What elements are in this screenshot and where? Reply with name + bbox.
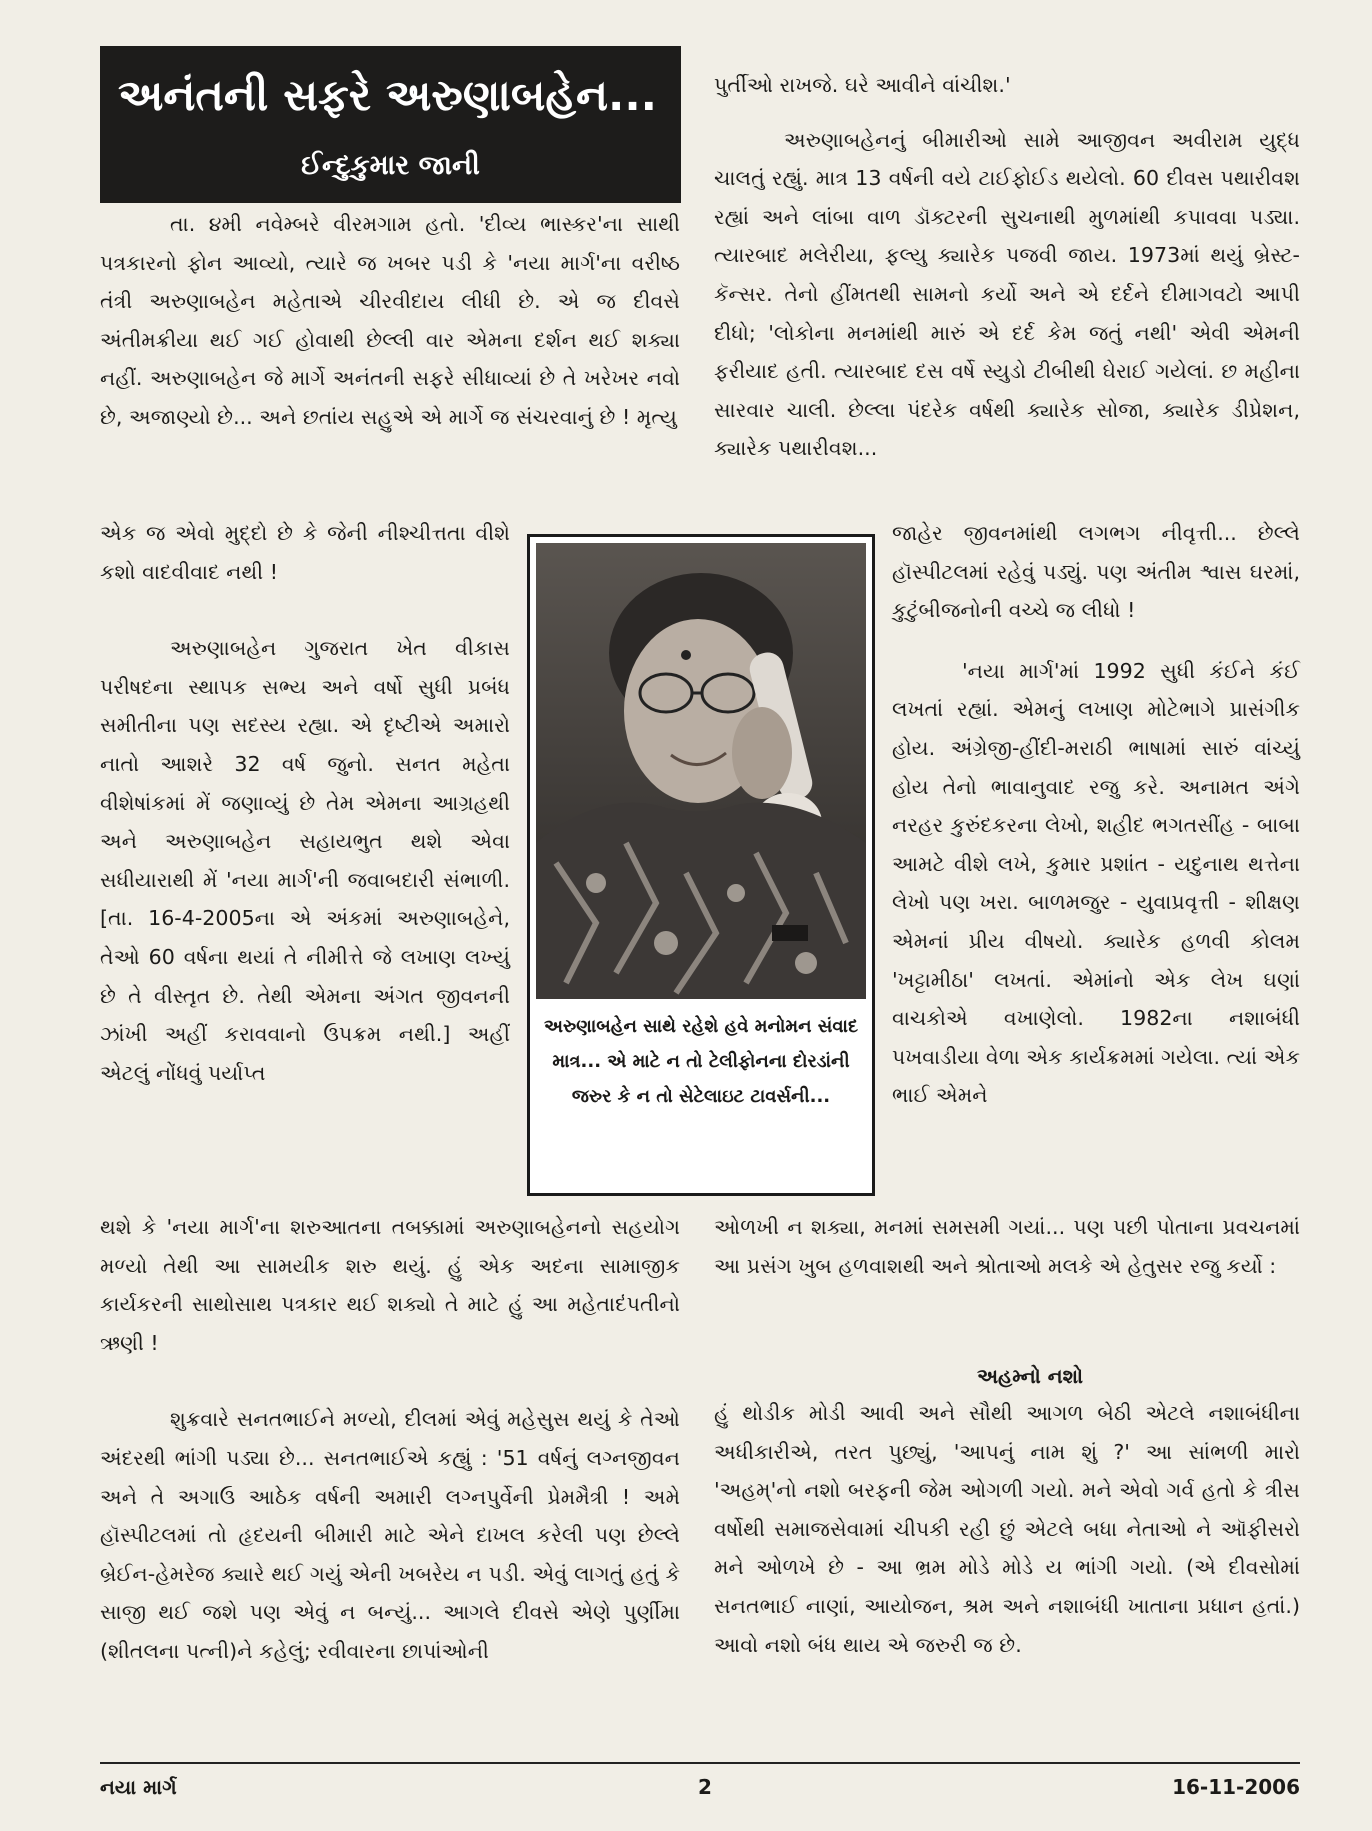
left-column-top [100, 205, 680, 437]
paragraph-writing: 'નયા માર્ગ'માં 1992 સુધી કંઈને કંઈ લખતાં રહ્યાં. એમનું લખાણ મોટેભાગે પ્રાસંગીક હોય. અંગ્રેજી-હીંદી-મરાઠી ભાષામાં સારું વાંચ્યું હોય તેનો ભાવાનુવાદ રજુ કરે. અનામત અંગે નરહર કુરુંદકરના લેખો, શહીદ ભગતસીંહ - બાબા આમટે વીશે લખે, કુમાર પ્રશાંત - યદુનાથ થત્તેના લેખો પણ ખરા. બાળમજુર - યુવાપ્રવૃત્તી - શીક્ષણ એમનાં પ્રીય વીષયો. ક્યારેક હળવી કોલમ 'ખટ્ટામીઠા' લખતાં. એમાંનો એક લેખ ઘણાં વાચકોએ વખાણેલો. 1982ના નશાબંધી પખવાડીયા વેળા એક કાર્યક્રમમાં ગયેલા. ત્યાં એક ભાઈ એમને [892, 658, 1300, 1108]
paragraph-writing-continued: ઓળખી ન શક્યા, મનમાં સમસમી ગયાં... પણ પછી પોતાના પ્રવચનમાં આ પ્રસંગ ખુબ હળવાશથી અને શ્રોતાઓ મલકે એ હેતુસર રજુ કર્યો : [714, 1215, 1300, 1278]
paragraph-illness-continued: જાહેર જીવનમાંથી લગભગ નીવૃત્તી... છેલ્લે હૉસ્પીટલમાં રહેવું પડ્યું. પણ અંતીમ શ્વાસ ઘરમાં, કુટુંબીજનોની વચ્ચે જ લીધો ! [892, 521, 1300, 623]
paragraph-intro-continued: એક જ એવો મુદ્દો છે કે જેની નીશ્ચીત્તતા વીશે કશો વાદવીવાદ નથી ! [100, 521, 510, 584]
article-title-box [100, 46, 681, 203]
photo-frame [527, 534, 875, 1196]
paragraph-intro: તા. ૪મી નવેમ્બરે વીરમગામ હતો. 'દીવ્ય ભાસ્કર'ના સાથી પત્રકારનો ફોન આવ્યો, ત્યારે જ ખબર પડી કે 'નયા માર્ગ'ના વરીષ્ઠ તંત્રી અરુણાબહેન મહેતાએ ચીરવીદાય લીધી છે. એ જ દીવસે અંતીમક્રીયા થઈ ગઈ હોવાથી છેલ્લી વાર એમના દર્શન થઈ શક્યા નહીં. અરુણાબહેન જે માર્ગે અનંતની સફરે સીધાવ્યાં છે તે ખરેખર નવો છે, અજાણ્યો છે... અને છતાંય સહુએ એ માર્ગે જ સંચરવાનું છે ! મૃત્યુ [100, 212, 680, 429]
right-column-beside-photo [892, 514, 1300, 1115]
footer-page-number: 2 [698, 1775, 712, 1799]
left-column-bottom [100, 1208, 680, 1671]
right-column-quote [714, 1394, 1300, 1664]
photo-caption: અરુણાબહેન સાથે રહેશે હવે મનોમન સંવાદ માત્ર... એ માટે ન તો ટેલીફોનના દોરડાંની જરુર કે ન તો સેટેલાઇટ ટાવર્સની... [543, 1016, 859, 1107]
paragraph-association: અરુણાબહેન ગુજરાત ખેત વીકાસ પરીષદના સ્થાપક સભ્ય અને વર્ષો સુધી પ્રબંધ સમીતીના પણ સદસ્ય રહ્યા. એ દૃષ્ટીએ અમારો નાતો આશરે 32 વર્ષ જુનો. સનત મહેતા વીશેષાંકમાં મેં જણાવ્યું છે તેમ એમના આગ્રહથી અને અરુણાબહેન સહાયભુત થશે એવા સધીયારાથી મેં 'નયા માર્ગ'ની જવાબદારી સંભાળી. [તા. 16-4-2005ના એ અંકમાં અરુણાબહેને, તેઓ 60 વર્ષના થયાં તે નીમીત્તે જે લખાણ લખ્યું છે તે વીસ્તૃત છે. તેથી એમના અંગત જીવનની ઝાંખી અહીં કરાવવાનો ઉપક્રમ નથી.] અહીં એટલું નોંધવું પર્યાપ્ત [100, 636, 510, 1085]
paragraph-quote-end: પુર્તીઓ રાખજે. ઘરે આવીને વાંચીશ.' [714, 73, 1011, 97]
article-title: અનંતની સફરે અરુણાબહેન... [118, 71, 658, 121]
footer-publication: નયા માર્ગ [100, 1775, 177, 1799]
footer-date: 16-11-2006 [1172, 1775, 1300, 1799]
paragraph-association-continued: થશે કે 'નયા માર્ગ'ના શરુઆતના તબક્કામાં અરુણાબહેનનો સહયોગ મળ્યો તેથી આ સામયીક શરુ થયું. હું એક અદના સામાજીક કાર્યકરની સાથોસાથ પત્રકાર થઈ શક્યો તે માટે હું આ મહેતાદંપતીનો ઋણી ! [100, 1215, 680, 1355]
paragraph-sanatbhai: શુક્રવારે સનતભાઈને મળ્યો, દીલમાં એવું મહેસુસ થયું કે તેઓ અંદરથી ભાંગી પડ્યા છે... સનતભાઈએ કહ્યું : '51 વર્ષનું લગ્નજીવન અને તે અગાઉ આઠેક વર્ષની અમારી લગ્નપુર્વેની પ્રેમમૈત્રી ! અમે હૉસ્પીટલમાં તો હૃદયની બીમારી માટે એને દાખલ કરેલી પણ છેલ્લે બ્રેઈન-હેમરેજ ક્યારે થઈ ગયું એની ખબરેય ન પડી. એવું લાગતું હતું કે સાજી થઈ જશે પણ એવું ન બન્યું... આગલે દીવસે એણે પુર્ણીમા (શીતલના પત્ની)ને કહેલું; રવીવારના છાપાંઓની [100, 1407, 680, 1663]
article-author: ઈન્દુકુમાર જાની [301, 150, 480, 181]
paragraph-quote: હું થોડીક મોડી આવી અને સૌથી આગળ બેઠી એટલે નશાબંધીના અધીકારીએ, તરત પુછ્યું, 'આપનું નામ શું ?' આ સાંભળી મારો 'અહમ્'નો નશો બરફની જેમ ઓગળી ગયો. મને એવો ગર્વ હતો કે ત્રીસ વર્ષોથી સમાજસેવામાં ચીપકી રહી છું એટલે બધા નેતાઓ ને ઑફીસરો મને ઓળખે છે - આ ભ્રમ મોડે મોડે ય ભાંગી ગયો. (એ દીવસોમાં સનતભાઈ નાણાં, આયોજન, શ્રમ અને નશાબંધી ખાતાના પ્રધાન હતાં.) આવો નશો બંધ થાય એ જરુરી જ છે. [714, 1401, 1300, 1657]
portrait-illustration [536, 543, 866, 999]
subheading-ahamno-nasho: અહમ્નો નશો [976, 1364, 1084, 1388]
footer-rule [100, 1762, 1300, 1764]
right-column-bottom [714, 1208, 1300, 1285]
portrait-photo [536, 543, 866, 999]
paragraph-illness: અરુણાબહેનનું બીમારીઓ સામે આજીવન અવીરામ યુદ્ધ ચાલતું રહ્યું. માત્ર 13 વર્ષની વયે ટાઈફોઈડ થયેલો. 60 દીવસ પથારીવશ રહ્યાં અને લાંબા વાળ ડૉક્ટરની સુચનાથી મુળમાંથી કપાવવા પડ્યા. ત્યારબાદ મલેરીયા, ફલ્યુ ક્યારેક પજવી જાય. 1973માં થયું બ્રેસ્ટ-કૅન્સર. તેનો હીંમતથી સામનો કર્યો અને એ દર્દને દીમાગવટો આપી દીધો; 'લોકોના મનમાંથી મારું એ દર્દ કેમ જતું નથી' એવી એમની ફરીયાદ હતી. ત્યારબાદ દસ વર્ષે સ્યુડો ટીબીથી ઘેરાઈ ગયેલાં. છ મહીના સારવાર ચાલી. છેલ્લા પંદરેક વર્ષથી ક્યારેક સોજા, ક્યારેક ડીપ્રેશન, ક્યારેક પથારીવશ... [714, 127, 1300, 461]
right-column-top [714, 66, 1300, 468]
left-column-beside-photo [100, 514, 510, 1092]
